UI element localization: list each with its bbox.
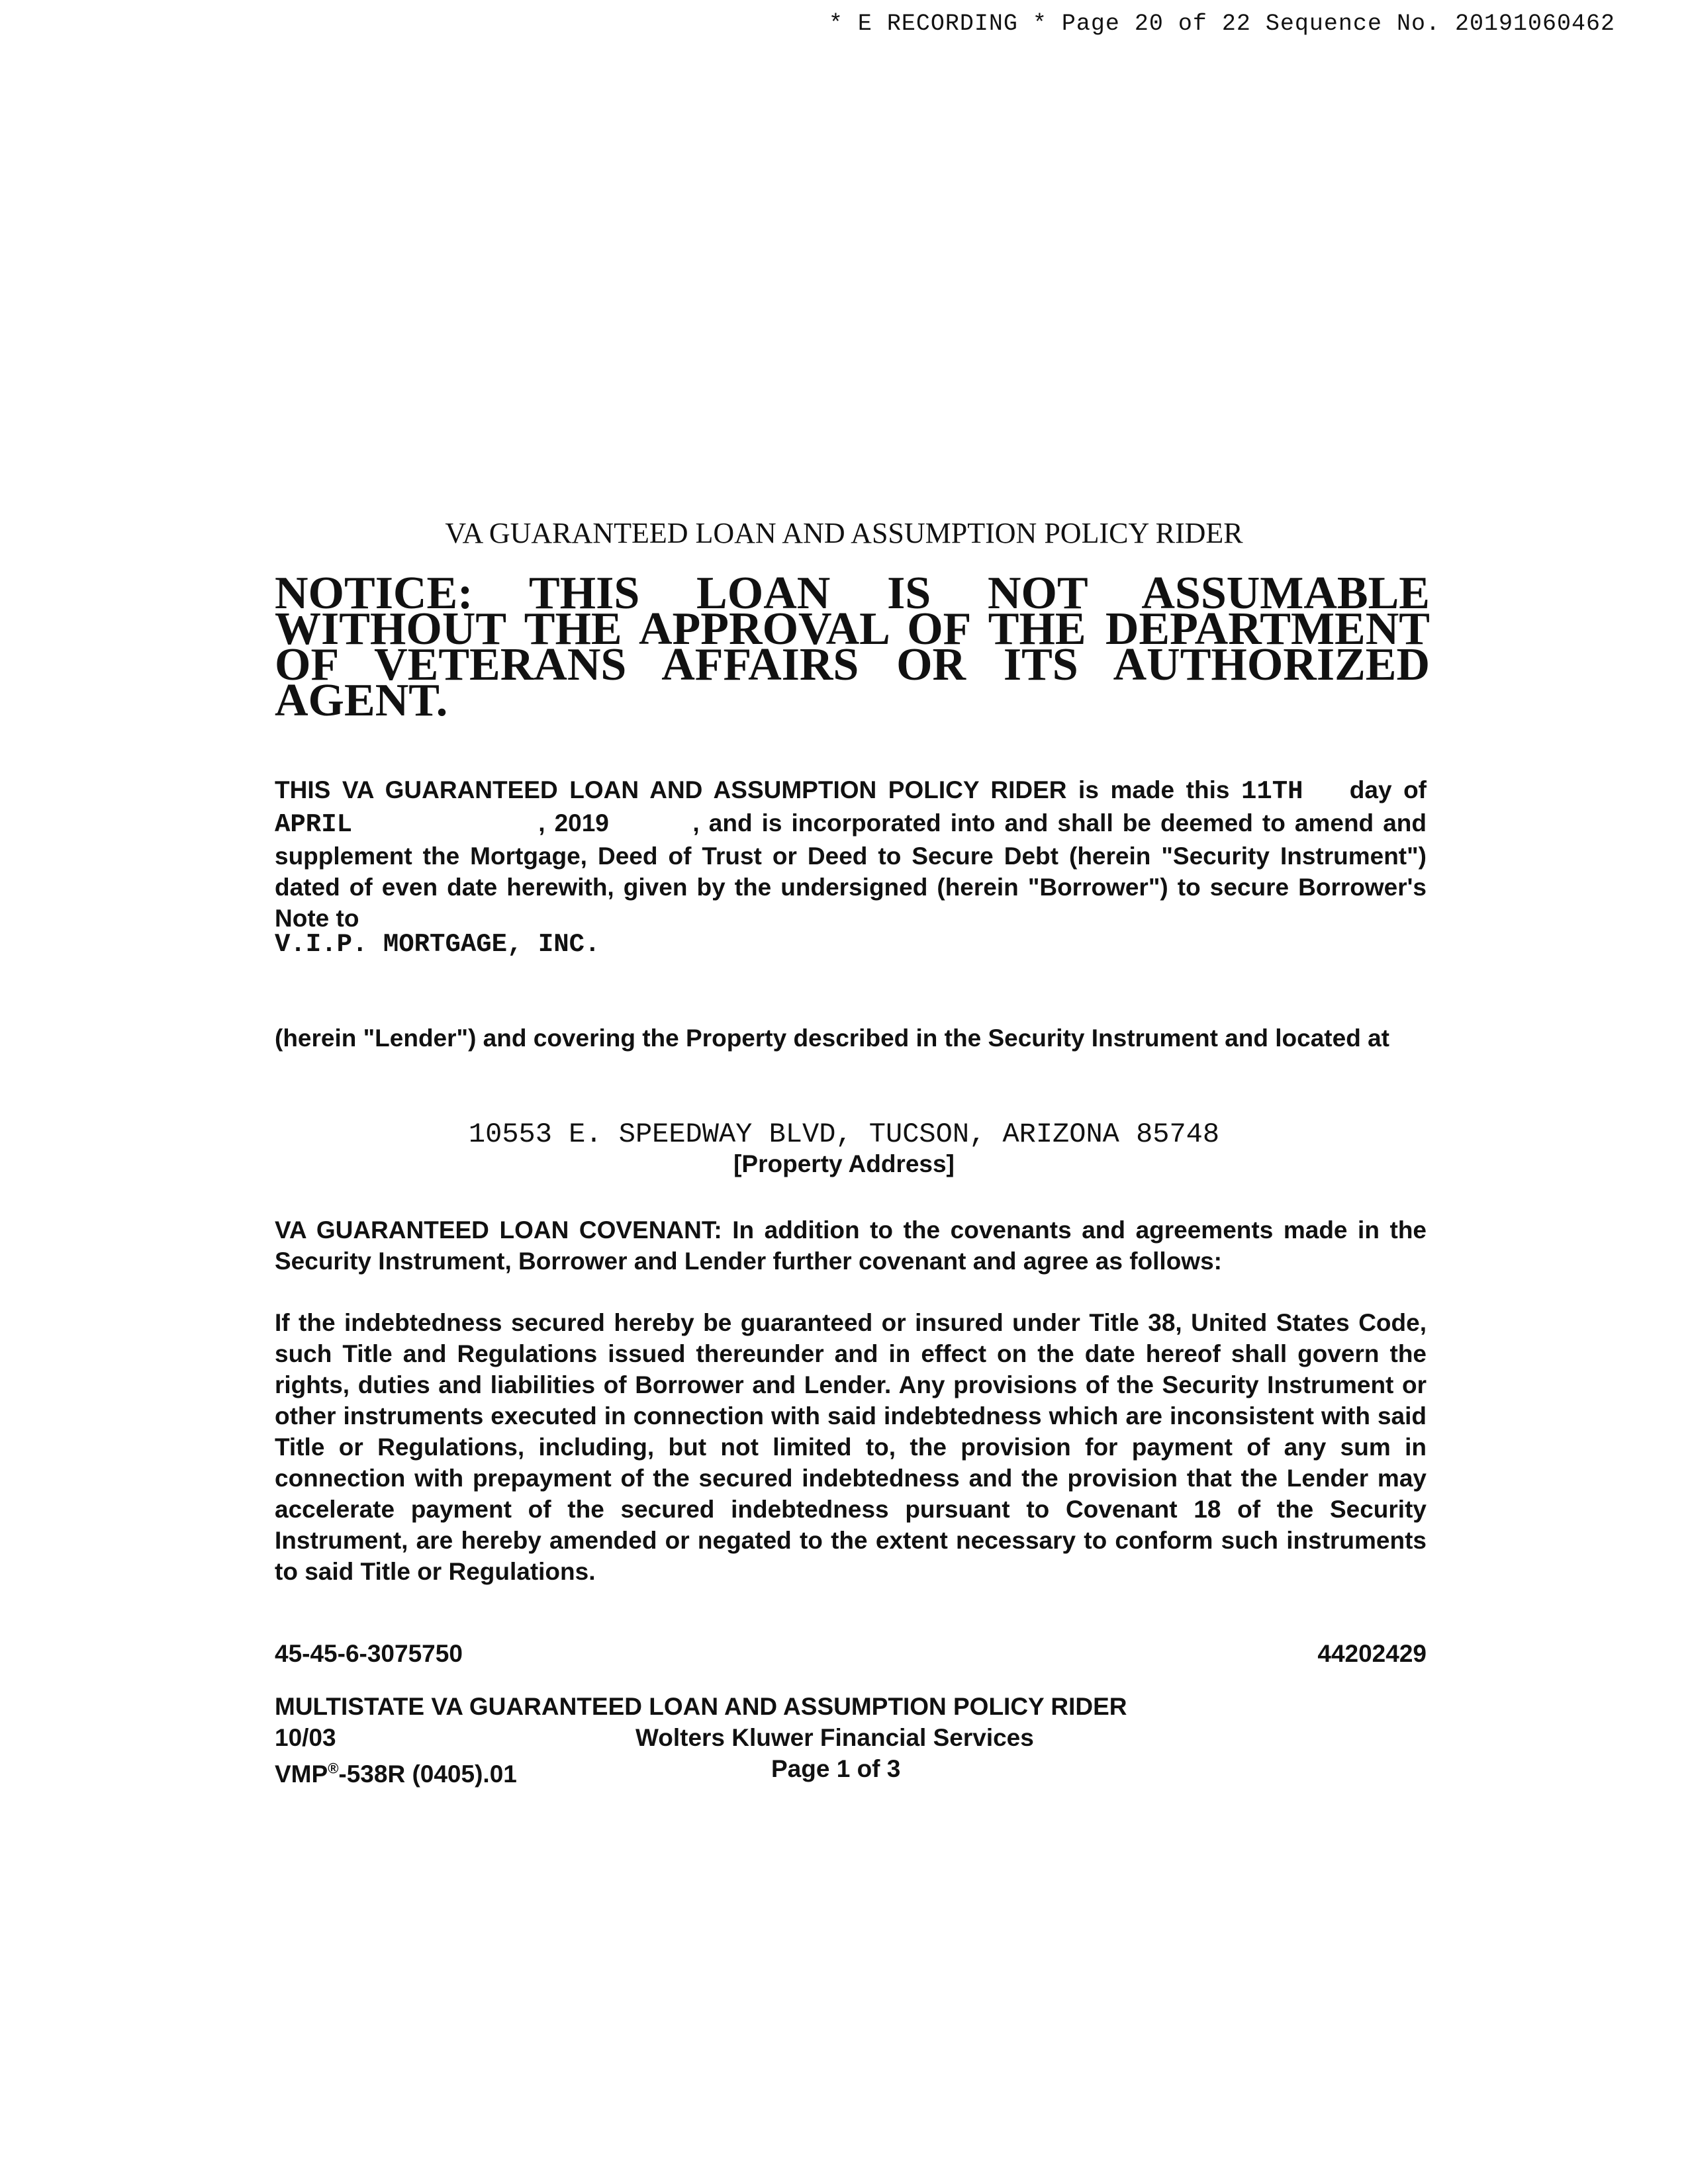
form-code-prefix: VMP	[275, 1760, 328, 1788]
footer-row-1	[275, 1691, 1427, 1722]
notice-line-2: WITHOUT THE APPROVAL OF THE DEPARTMENT	[275, 604, 1430, 655]
rider-intro-paragraph: THIS VA GUARANTEED LOAN AND ASSUMPTION POLICY RIDER is made this 11TH day of APRIL , 2019 , and is incorporated into and shall be deemed to amend and supplement the Mortgage, Deed of Trust or Deed to Secure Debt (herein "Security Instrument") dated of even date herewith, given by the undersigned (herein "Borrower") to secure Borrower's Note to	[275, 776, 1427, 932]
footer-page-number: Page 1 of 3	[771, 1755, 901, 1782]
lender-name: V.I.P. MORTGAGE, INC.	[275, 930, 600, 959]
rider-year: 2019	[554, 809, 609, 837]
rider-day: 11TH	[1241, 777, 1303, 806]
loan-number: 45-45-6-3075750	[275, 1640, 463, 1667]
property-address-label: [Property Address]	[733, 1150, 955, 1177]
notice-line-4: AGENT.	[275, 675, 448, 726]
footer-row-2	[275, 1722, 1427, 1753]
document-title: VA GUARANTEED LOAN AND ASSUMPTION POLICY RIDER	[445, 517, 1243, 549]
rider-month: APRIL	[275, 810, 353, 839]
case-number: 44202429	[1317, 1640, 1427, 1667]
footer-row-3	[275, 1753, 1427, 1788]
property-address: 10553 E. SPEEDWAY BLVD, TUCSON, ARIZONA 85748	[468, 1118, 1220, 1150]
footer-publisher: Wolters Kluwer Financial Services	[635, 1724, 1034, 1751]
footer-form-code	[275, 1760, 517, 1788]
lender-paragraph: (herein "Lender") and covering the Property described in the Security Instrument and located at	[275, 1024, 1389, 1052]
notice-line-3: OF VETERANS AFFAIRS OR ITS AUTHORIZED	[275, 639, 1430, 690]
form-footer	[275, 1691, 1427, 1788]
covenant-body-paragraph: If the indebtedness secured hereby be guaranteed or insured under Title 38, United States Code, such Title and Regulations issued thereunder and in effect on the date hereof shall govern the rights, duties and liabilities of Borrower and Lender. Any provisions of the Security Instrument or other instruments executed in connection with said indebtedness which are inconsistent with said Title or Regulations, including, but not limited to, the provision for payment of any sum in connection with prepayment of the secured indebtedness and the provision that the Lender may accelerate payment of the secured indebtedness pursuant to Covenant 18 of the Security Instrument, are hereby amended or negated to the extent necessary to conform such instruments to said Title or Regulations.	[275, 1309, 1427, 1585]
assumption-notice	[275, 568, 1430, 726]
intro-text-a: THIS VA GUARANTEED LOAN AND ASSUMPTION POLICY RIDER is made this	[275, 776, 1230, 803]
recording-header: * E RECORDING * Page 20 of 22 Sequence No. 20191060462	[828, 11, 1615, 37]
footer-form-title: MULTISTATE VA GUARANTEED LOAN AND ASSUMPTION POLICY RIDER	[275, 1693, 1127, 1720]
covenant-heading-paragraph: VA GUARANTEED LOAN COVENANT: In addition to the covenants and agreements made in the Security Instrument, Borrower and Lender further covenant and agree as follows:	[275, 1216, 1427, 1275]
registered-mark: ®	[328, 1760, 339, 1777]
form-code-suffix: -538R (0405).01	[338, 1760, 517, 1788]
footer-date-code: 10/03	[275, 1724, 336, 1751]
property-address-block	[271, 1118, 1417, 1178]
notice-line-1: NOTICE: THIS LOAN IS NOT ASSUMABLE	[275, 568, 1430, 619]
intro-text-c: , and is incorporated into and shall be deemed to amend and supplement the Mortgage, Deed of Trust or Deed to Secure Debt (herein "Security Instrument") dated of even date herewith, given by the undersigned (herein "Borrower") to secure Borrower's Note to	[275, 809, 1427, 932]
intro-text-b: day of	[1349, 776, 1427, 803]
